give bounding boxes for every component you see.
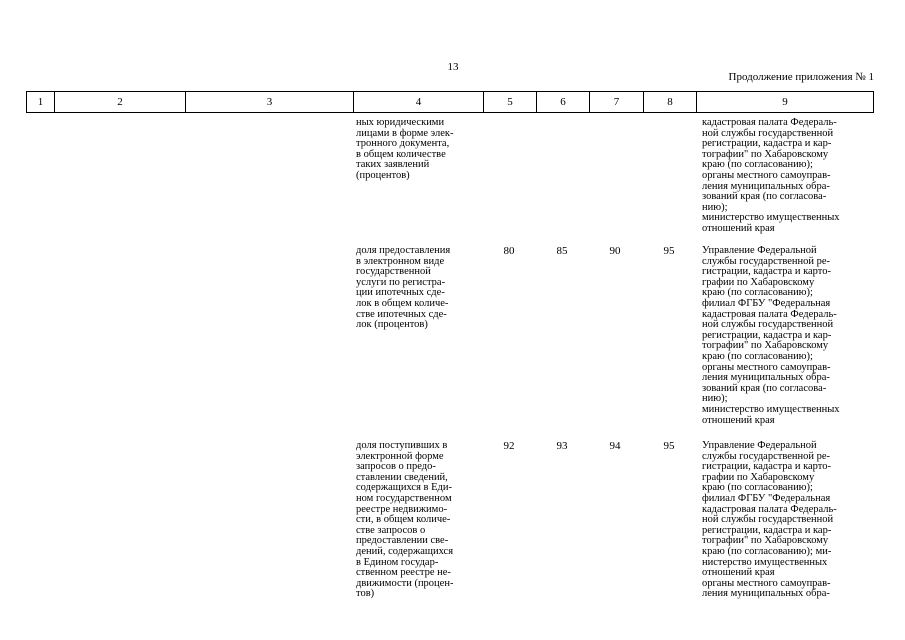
header-col-1: 1 (27, 92, 55, 113)
text-line: доля поступивших в (356, 440, 448, 451)
text-line: ственном реестре не- (356, 567, 451, 579)
text-line: министерство имущественных (702, 403, 840, 415)
text-line: стве запросов о (356, 524, 426, 536)
text-line: тографии" по Хабаровскому (702, 340, 829, 352)
text-line: тов) (356, 588, 375, 600)
text-line: министерство имущественных (702, 212, 840, 224)
text-line: регистрации, кадастра и кар- (702, 138, 832, 150)
header-col-9: 9 (697, 92, 874, 113)
value-col-6: 93 (556, 440, 568, 452)
text-line: лок в общем количе- (356, 297, 449, 309)
text-line: ной службы государственной (702, 514, 834, 526)
text-line: зований края (по согласова- (702, 191, 827, 203)
indicator-text (356, 441, 480, 600)
responsible-text (702, 246, 869, 426)
text-line: ставлении сведений, (356, 471, 448, 483)
text-line: регистрации, кадастра и кар- (702, 524, 832, 536)
text-line: службы государственной ре- (702, 450, 831, 462)
text-line: отношений края (702, 222, 775, 234)
text-line: ной службы государственной (702, 127, 834, 139)
value-col-7: 90 (609, 245, 621, 257)
text-line: органы местного самоуправ- (702, 169, 831, 181)
text-line: краю (по согласованию); (702, 287, 813, 299)
text-line: услуги по регистра- (356, 276, 446, 288)
text-line: краю (по согласованию); (702, 482, 813, 494)
text-line: таких заявлений (356, 159, 430, 171)
text-line: тографии" по Хабаровскому (702, 148, 829, 160)
text-line: лок (процентов) (356, 319, 428, 331)
text-line: содержащихся в Еди- (356, 482, 452, 494)
text-line: ном государственном (356, 492, 452, 504)
text-line: ления муниципальных обра- (702, 372, 830, 384)
text-line: (процентов) (356, 169, 410, 181)
text-line: графии по Хабаровскому (702, 276, 815, 288)
value-col-6: 85 (556, 245, 568, 257)
text-line: запросов о предо- (356, 461, 436, 473)
text-line: кадастровая палата Федераль- (702, 117, 837, 128)
text-line: ления муниципальных обра- (702, 588, 830, 600)
header-col-6: 6 (537, 92, 590, 113)
text-line: графии по Хабаровскому (702, 471, 815, 483)
text-line: отношений края (702, 567, 775, 579)
header-col-3: 3 (186, 92, 354, 113)
text-line: предоставлении све- (356, 535, 449, 547)
text-line: ной службы государственной (702, 319, 834, 331)
text-line: отношений края (702, 414, 775, 426)
responsible-text (702, 441, 869, 600)
text-line: кадастровая палата Федераль- (702, 503, 837, 515)
text-line: органы местного самоуправ- (702, 577, 831, 589)
text-line: реестре недвижимо- (356, 503, 448, 515)
header-col-2: 2 (55, 92, 186, 113)
text-line: государственной (356, 266, 431, 278)
text-line: нию); (702, 201, 728, 213)
text-line: органы местного самоуправ- (702, 361, 831, 373)
table-header (26, 91, 874, 113)
text-line: филиал ФГБУ "Федеральная (702, 297, 831, 309)
text-line: регистрации, кадастра и кар- (702, 329, 832, 341)
text-line: электронной форме (356, 450, 444, 462)
text-line: сти, в общем количе- (356, 514, 451, 526)
continuation-label: Продолжение приложения № 1 (728, 71, 874, 83)
page-number: 13 (447, 61, 459, 73)
indicator-text (356, 118, 480, 182)
text-line: службы государственной ре- (702, 255, 831, 267)
text-line: ции ипотечных сде- (356, 287, 445, 299)
value-col-5: 80 (503, 245, 515, 257)
text-line: гистрации, кадастра и карто- (702, 266, 831, 278)
text-line: доля предоставления (356, 245, 451, 256)
text-line: Управление Федеральной (702, 245, 817, 256)
value-col-7: 94 (609, 440, 621, 452)
value-col-5: 92 (503, 440, 515, 452)
text-line: стве ипотечных сде- (356, 308, 447, 320)
text-line: тронного документа, (356, 138, 450, 150)
responsible-text (702, 118, 869, 235)
text-line: ных юридическими (356, 117, 445, 128)
header-col-8: 8 (644, 92, 697, 113)
text-line: в Едином государ- (356, 556, 439, 568)
text-line: в электронном виде (356, 255, 445, 267)
text-line: зований края (по согласова- (702, 382, 827, 394)
text-line: ления муниципальных обра- (702, 180, 830, 192)
text-line: кадастровая палата Федераль- (702, 308, 837, 320)
text-line: тографии" по Хабаровскому (702, 535, 829, 547)
text-line: движимости (процен- (356, 577, 454, 589)
text-line: нистерство имущественных (702, 556, 828, 568)
value-col-8: 95 (663, 440, 675, 452)
value-col-8: 95 (663, 245, 675, 257)
text-line: краю (по согласованию); (702, 350, 813, 362)
header-col-5: 5 (484, 92, 537, 113)
text-line: дений, содержащихся (356, 545, 454, 557)
text-line: краю (по согласованию); ми- (702, 545, 832, 557)
header-col-4: 4 (354, 92, 484, 113)
text-line: в общем количестве (356, 148, 446, 160)
text-line: нию); (702, 393, 728, 405)
text-line: лицами в форме элек- (356, 127, 454, 139)
text-line: Управление Федеральной (702, 440, 817, 451)
header-col-7: 7 (590, 92, 644, 113)
text-line: гистрации, кадастра и карто- (702, 461, 831, 473)
text-line: краю (по согласованию); (702, 159, 813, 171)
text-line: филиал ФГБУ "Федеральная (702, 492, 831, 504)
indicator-text (356, 246, 480, 331)
